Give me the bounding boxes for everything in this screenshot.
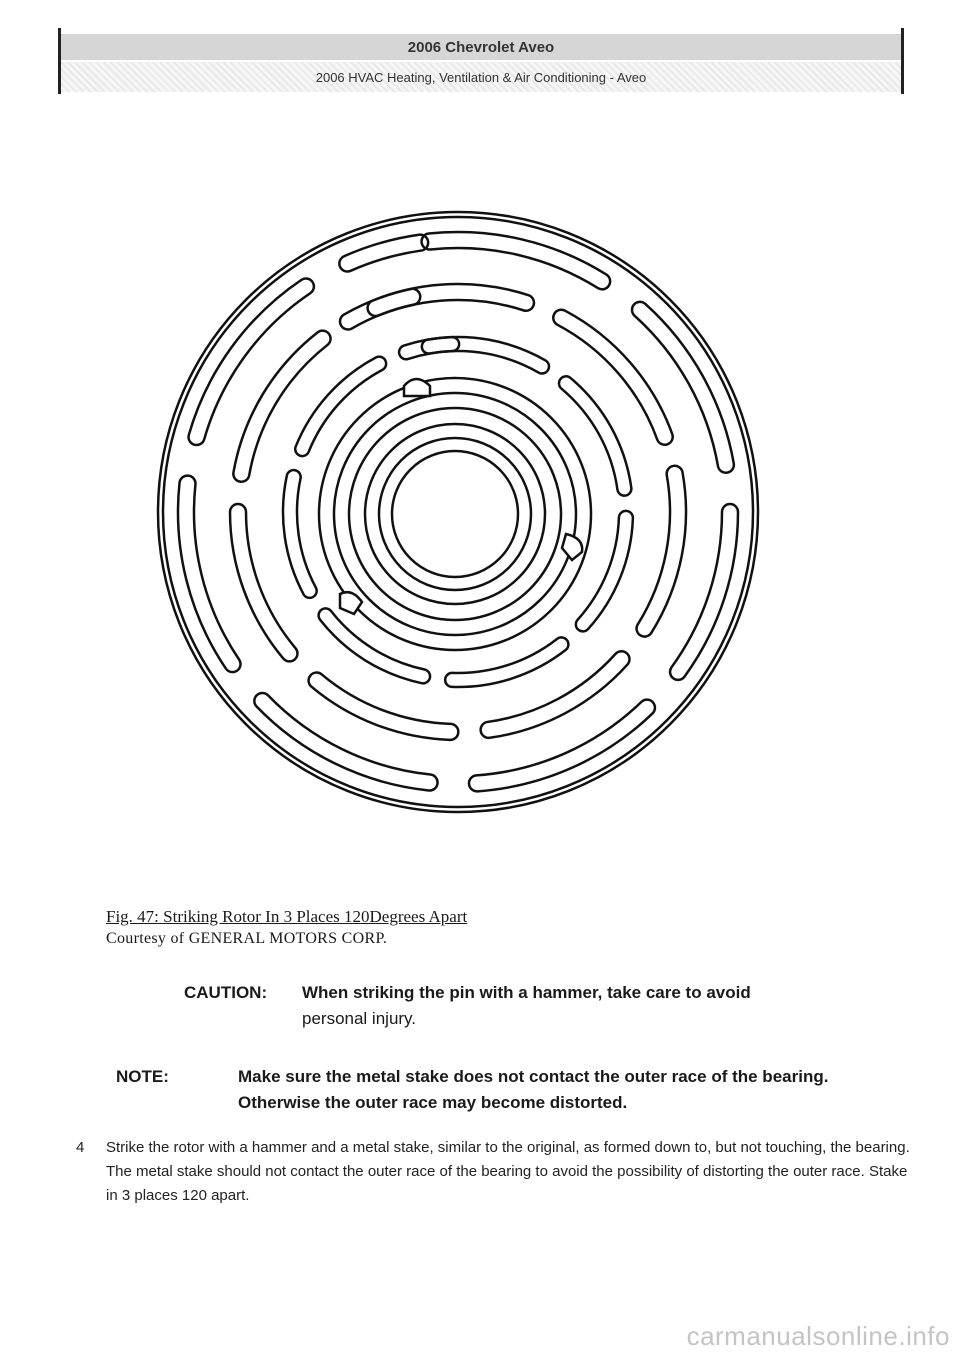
vehicle-title: 2006 Chevrolet Aveo bbox=[61, 34, 901, 60]
watermark: carmanualsonline.info bbox=[686, 1321, 950, 1351]
stake-mark-top bbox=[404, 379, 430, 396]
hub-bore bbox=[392, 451, 518, 577]
rotor-slot bbox=[576, 511, 633, 632]
caution-text-line2: personal injury. bbox=[302, 1009, 417, 1028]
section-subtitle: 2006 HVAC Heating, Ventilation & Air Conditioning - Aveo bbox=[61, 62, 901, 92]
rotor-slot bbox=[254, 693, 437, 791]
rotor-slot bbox=[399, 337, 459, 359]
figure-courtesy: Courtesy of GENERAL MOTORS CORP. bbox=[106, 930, 388, 947]
stake-mark-right bbox=[562, 534, 582, 560]
rotor-slot bbox=[283, 470, 317, 598]
procedure-step bbox=[76, 1136, 916, 1208]
figure-title: Fig. 47: Striking Rotor In 3 Places 120Degrees Apart bbox=[106, 907, 468, 926]
caution-text-line1: When striking the pin with a hammer, take care to avoid bbox=[302, 983, 751, 1002]
rotor-slot bbox=[340, 289, 420, 330]
rotor-slot bbox=[339, 235, 428, 272]
rotor-slot bbox=[469, 700, 655, 792]
figure-caption bbox=[106, 906, 467, 950]
bearing-ring-2 bbox=[334, 393, 576, 635]
note-text: Make sure the metal stake does not contact the outer race of the bearing. Otherwise the outer race may become distorted. bbox=[238, 1067, 829, 1112]
rotor-slot bbox=[319, 608, 430, 683]
rotor-outer-edge bbox=[158, 212, 758, 812]
rotor-slot bbox=[637, 466, 686, 637]
rotor-outer-edge-inner bbox=[163, 217, 753, 807]
rotor-slot bbox=[189, 279, 314, 446]
bearing-ring-3 bbox=[349, 408, 561, 620]
rotor-slot bbox=[445, 637, 568, 687]
bearing-ring-1 bbox=[319, 378, 591, 650]
rotor-slot bbox=[481, 651, 630, 738]
step-number: 4 bbox=[76, 1139, 85, 1156]
rotor-slot bbox=[422, 232, 611, 289]
caution-block bbox=[184, 980, 914, 1032]
rotor-slot bbox=[670, 504, 738, 680]
bearing-ring-5 bbox=[379, 438, 531, 590]
note-label: NOTE: bbox=[116, 1067, 169, 1086]
rotor-slot bbox=[422, 337, 549, 374]
rotor-slot bbox=[309, 673, 459, 740]
caution-label: CAUTION: bbox=[184, 983, 268, 1002]
rotor-slots bbox=[178, 232, 738, 791]
note-block bbox=[116, 1064, 906, 1116]
rotor-slot bbox=[632, 302, 734, 473]
rotor-slot bbox=[230, 504, 297, 661]
step-text: Strike the rotor with a hammer and a metal stake, similar to the original, as formed down to, but not touching, the bearing. The metal stake should not contact the outer race of the bearing to avoid the possibility of distorting the outer race. Stake in 3 places 120 apart. bbox=[106, 1139, 910, 1204]
